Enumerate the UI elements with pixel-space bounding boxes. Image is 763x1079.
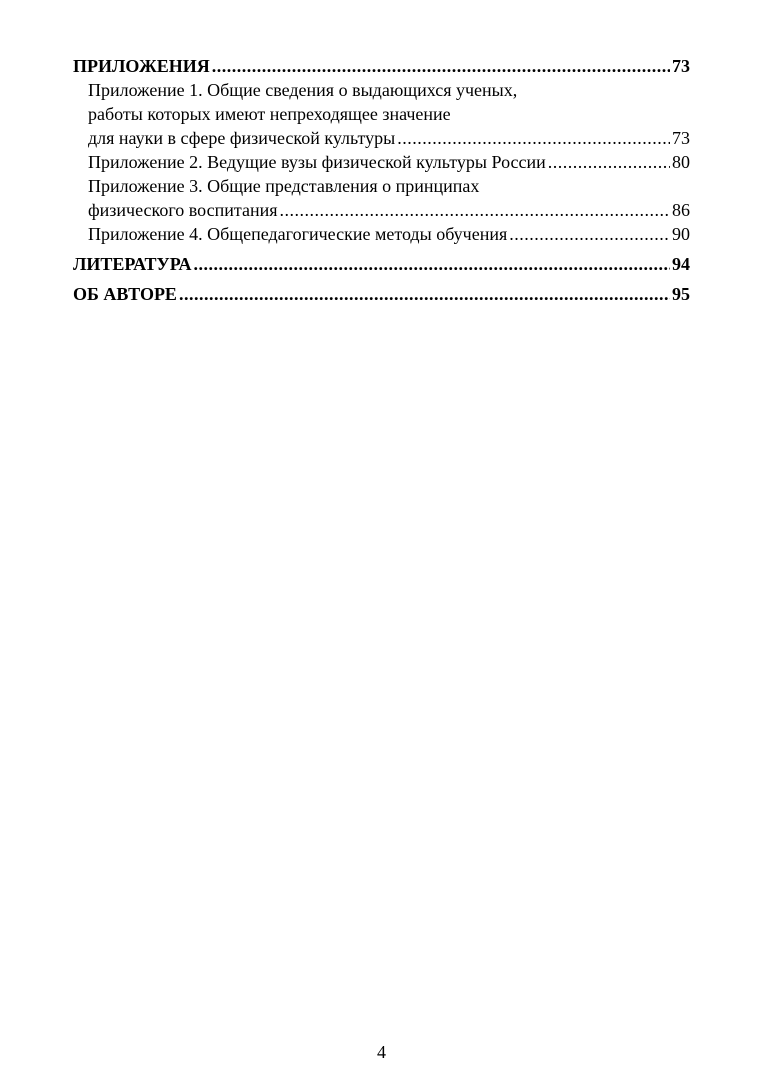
toc-entry-appendix-4[interactable] — [73, 222, 690, 246]
dot-leader — [509, 222, 670, 246]
dot-leader — [279, 198, 670, 222]
toc-entry-title: ОБ АВТОРЕ — [73, 284, 177, 304]
table-of-contents — [73, 54, 690, 306]
toc-entry-appendix-2[interactable] — [73, 150, 690, 174]
toc-entry-title-line: Приложение 3. Общие представления о принципах — [88, 176, 480, 196]
page-number-footer: 4 — [377, 1042, 386, 1062]
dot-leader — [212, 54, 670, 78]
toc-entry-about-author[interactable] — [73, 282, 690, 306]
toc-page-number: 95 — [672, 284, 690, 304]
toc-entry-title-line: для науки в сфере физической культуры — [88, 128, 396, 148]
toc-page-number: 73 — [672, 56, 690, 76]
toc-page-number: 86 — [672, 200, 690, 220]
dot-leader — [397, 126, 670, 150]
toc-page-number: 90 — [672, 224, 690, 244]
toc-page-number: 73 — [672, 128, 690, 148]
toc-entry-title-line: Приложение 1. Общие сведения о выдающихся ученых, — [88, 80, 518, 100]
toc-page-number: 80 — [672, 152, 690, 172]
toc-entry-title: ЛИТЕРАТУРА — [73, 254, 192, 274]
dot-leader — [548, 150, 670, 174]
toc-page-number: 94 — [672, 254, 690, 274]
dot-leader — [193, 252, 670, 276]
toc-entry-appendix-1[interactable] — [73, 78, 690, 150]
toc-entry-title: ПРИЛОЖЕНИЯ — [73, 56, 210, 76]
toc-entry-literature[interactable] — [73, 252, 690, 276]
toc-entry-appendix-3[interactable] — [73, 174, 690, 222]
dot-leader — [179, 282, 670, 306]
toc-entry-title-line: работы которых имеют непреходящее значение — [88, 104, 451, 124]
toc-entry-title-line: физического воспитания — [88, 200, 278, 220]
toc-entry-appendices[interactable] — [73, 54, 690, 78]
toc-entry-title: Приложение 4. Общепедагогические методы обучения — [88, 224, 508, 244]
toc-entry-title: Приложение 2. Ведущие вузы физической культуры России — [88, 152, 546, 172]
